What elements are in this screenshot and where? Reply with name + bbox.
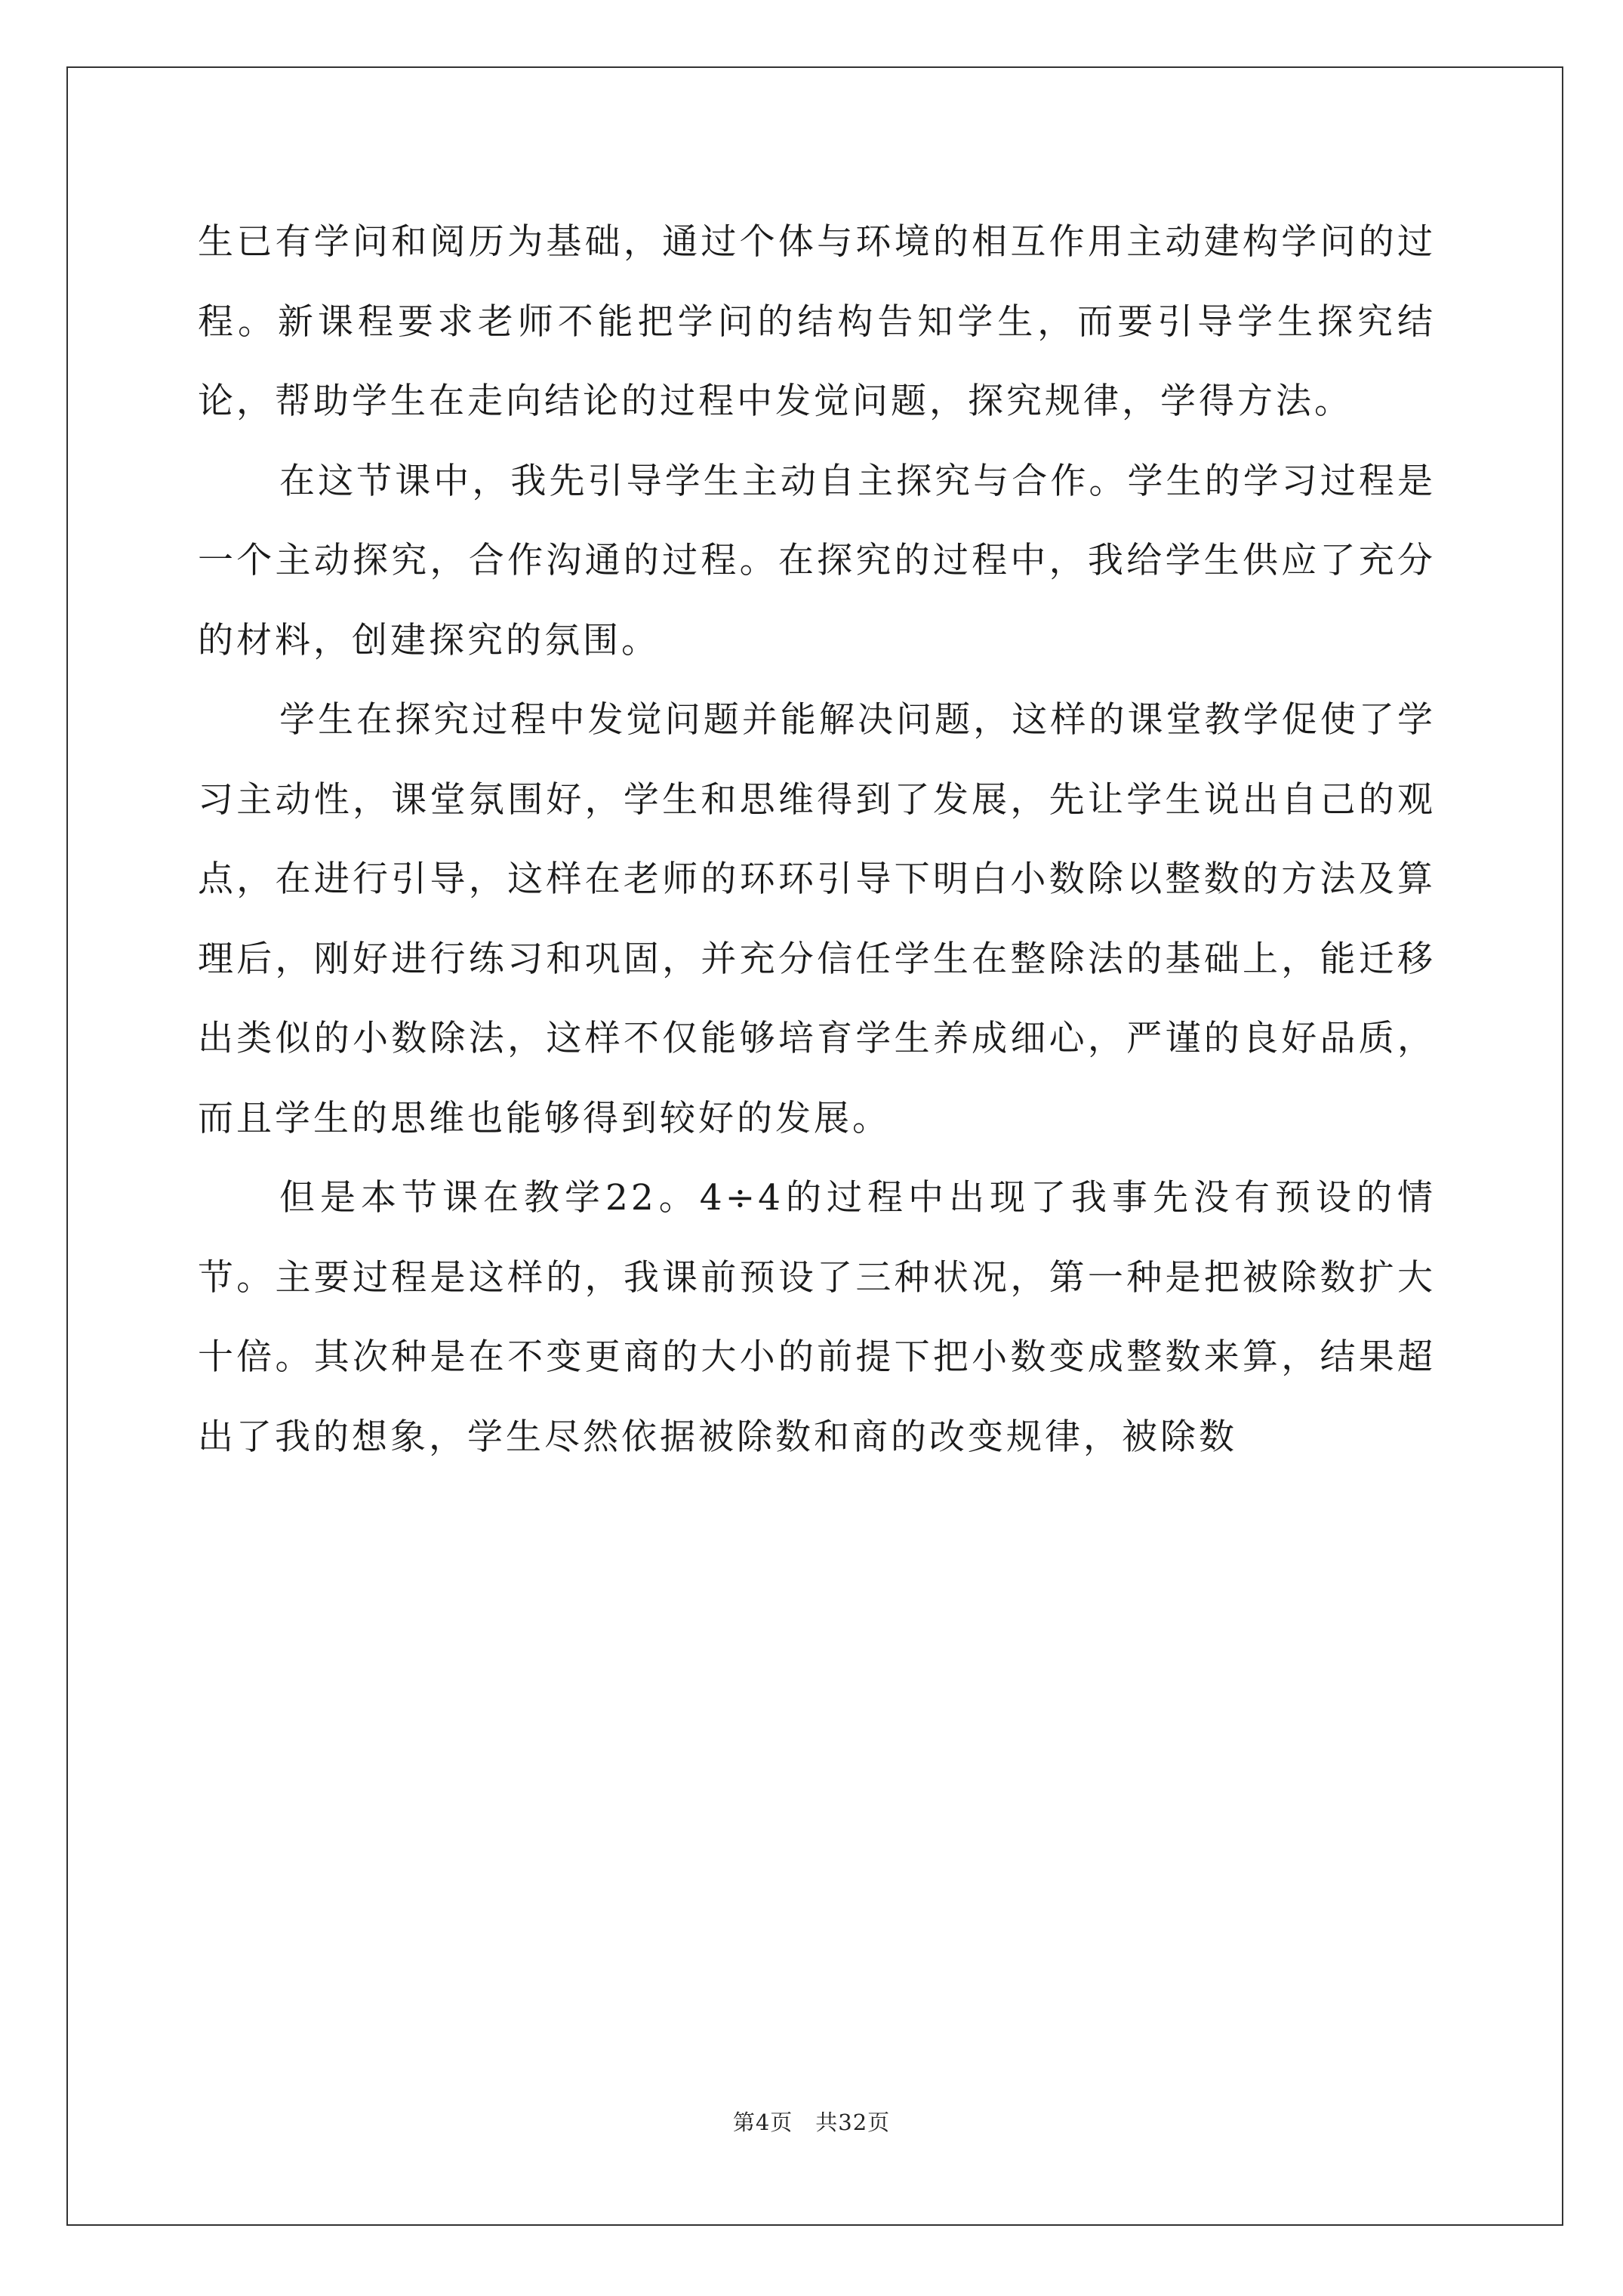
page-total: 共32页 — [815, 2110, 891, 2135]
document-body — [198, 202, 1436, 1477]
page-footer — [0, 2106, 1623, 2137]
paragraph-2: 在这节课中，我先引导学生主动自主探究与合作。学生的学习过程是一个主动探究，合作沟通的过程。在探究的过程中，我给学生供应了充分的材料，创建探究的氛围。 — [198, 460, 1436, 661]
paragraph-1: 生已有学问和阅历为基础，通过个体与环境的相互作用主动建构学问的过程。新课程要求老师不能把学问的结构告知学生，而要引导学生探究结论，帮助学生在走向结论的过程中发觉问题，探究规律，学得方法。 — [198, 221, 1436, 422]
paragraph-4: 但是本节课在教学22。4÷4的过程中出现了我事先没有预设的情节。主要过程是这样的，我课前预设了三种状况，第一种是把被除数扩大十倍。其次种是在不变更商的大小的前提下把小数变成整数来算，结果超出了我的想象，学生尽然依据被除数和商的改变规律，被除数 — [198, 1177, 1436, 1458]
paragraph-3: 学生在探究过程中发觉问题并能解决问题，这样的课堂教学促使了学习主动性，课堂氛围好，学生和思维得到了发展，先让学生说出自己的观点，在进行引导，这样在老师的环环引导下明白小数除以整数的方法及算理后，刚好进行练习和巩固，并充分信任学生在整除法的基础上，能迁移出类似的小数除法，这样不仅能够培育学生养成细心，严谨的良好品质，而且学生的思维也能够得到较好的发展。 — [198, 699, 1436, 1139]
page-number: 第4页 — [732, 2110, 793, 2135]
